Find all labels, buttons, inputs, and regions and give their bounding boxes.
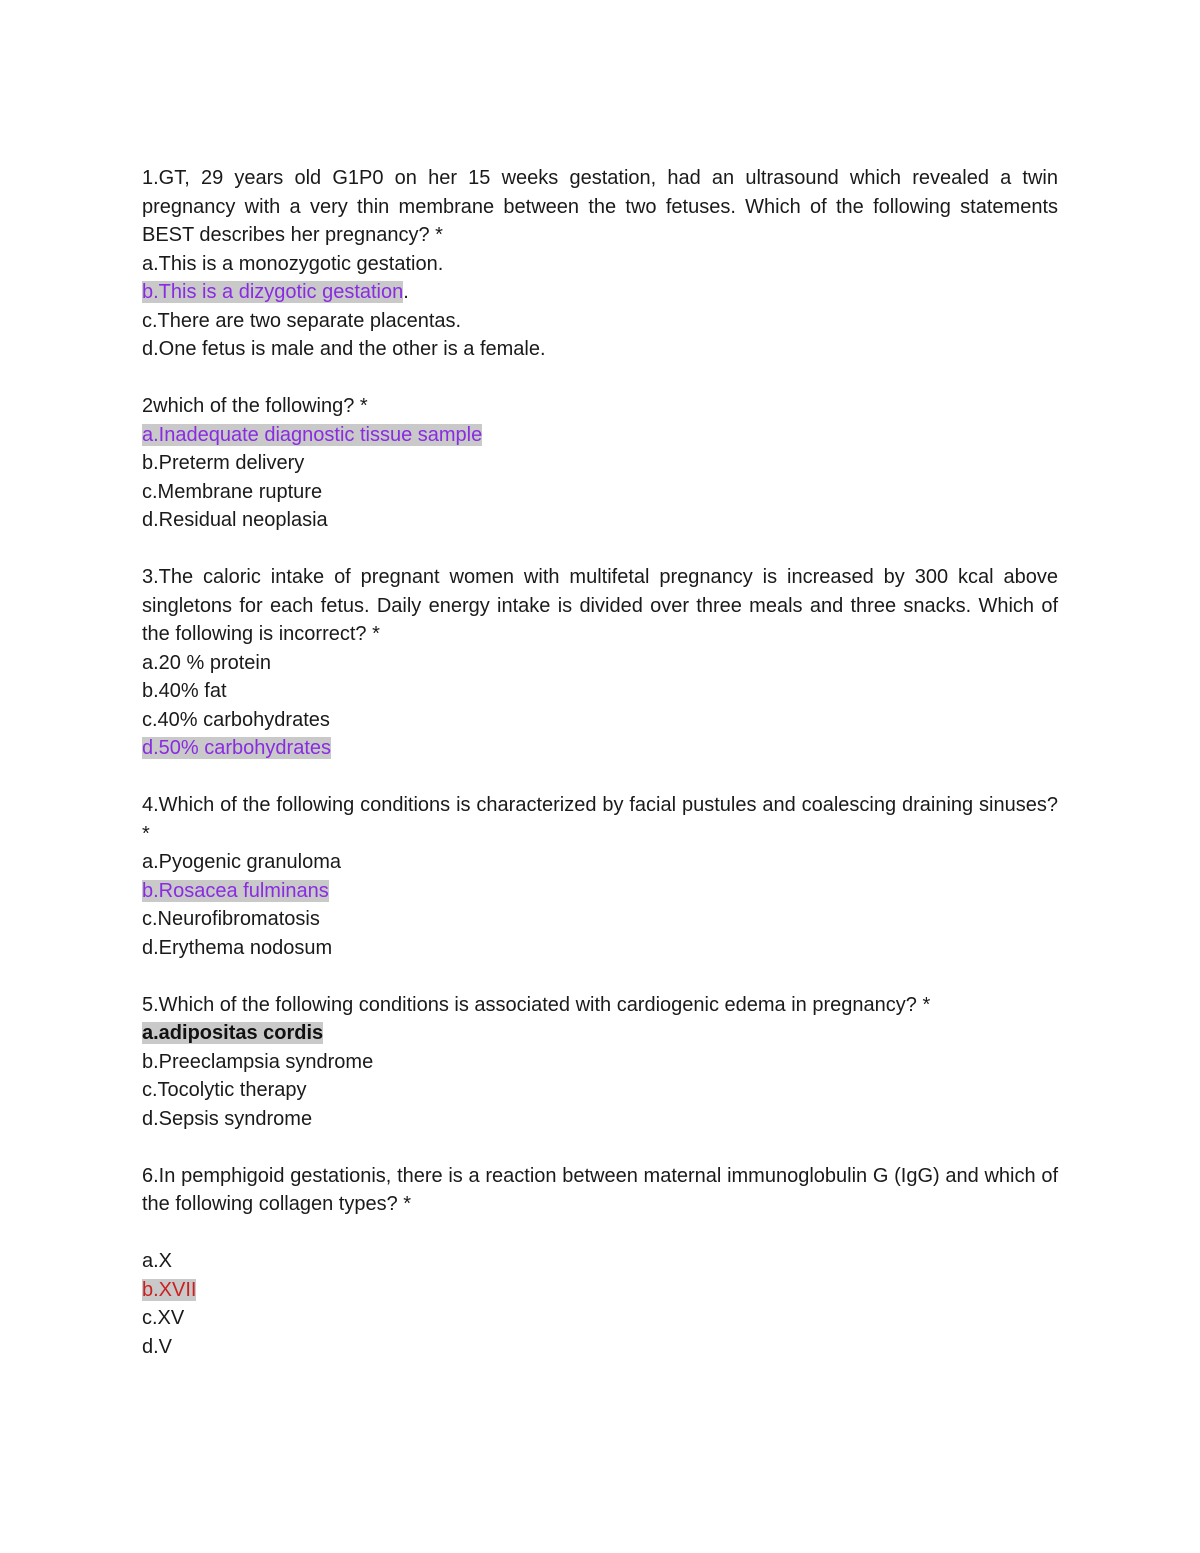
question-text: 6.In pemphigoid gestationis, there is a reaction between maternal immunoglobulin G (IgG) and which of the following collagen types? *	[142, 1164, 1058, 1215]
option-a	[142, 1019, 1058, 1048]
option-a: a.Pyogenic granuloma	[142, 851, 342, 873]
option-b	[142, 877, 1058, 906]
blank-line	[142, 1219, 1058, 1248]
option-a	[142, 421, 1058, 450]
question-text: 4.Which of the following conditions is characterized by facial pustules and coalescing draining sinuses? *	[142, 794, 1058, 845]
option-a: a.20 % protein	[142, 651, 271, 674]
option-b	[142, 1276, 1058, 1305]
question-text: 5.Which of the following conditions is associated with cardiogenic edema in pregnancy? *	[142, 993, 931, 1016]
option-a: a.X	[142, 1250, 173, 1272]
question-1	[142, 164, 1058, 364]
option-b: b.Preterm delivery	[142, 452, 305, 474]
highlighted-answer: d.50% carbohydrates	[142, 737, 332, 759]
highlighted-answer: a.adipositas cordis	[142, 1022, 324, 1044]
question-text: 3.The caloric intake of pregnant women with multifetal pregnancy is increased by 300 kcal above singletons for each fetus. Daily energy intake is divided over three meals and three snacks. Which of the following is incorrect? *	[142, 566, 1058, 645]
option-d: d.V	[142, 1335, 173, 1358]
option-c: c.There are two separate placentas.	[142, 309, 462, 332]
option-a: a.This is a monozygotic gestation.	[142, 252, 444, 275]
question-3	[142, 563, 1058, 763]
option-c: c.Tocolytic therapy	[142, 1079, 307, 1101]
option-d: d.Erythema nodosum	[142, 936, 333, 959]
highlighted-answer: a.Inadequate diagnostic tissue sample	[142, 423, 483, 446]
question-text: 1.GT, 29 years old G1P0 on her 15 weeks gestation, had an ultrasound which revealed a twin pregnancy with a very thin membrane between the two fetuses. Which of the following statements BEST describes her pregnancy? *	[142, 167, 1058, 246]
question-2	[142, 392, 1058, 535]
highlighted-answer: b.Rosacea fulminans	[142, 879, 329, 902]
option-d: d.Sepsis syndrome	[142, 1107, 313, 1130]
option-c: c.Membrane rupture	[142, 480, 323, 503]
option-d: d.Residual neoplasia	[142, 509, 328, 531]
question-4	[142, 791, 1058, 962]
option-d: d.One fetus is male and the other is a female.	[142, 338, 546, 360]
option-b: b.Preeclampsia syndrome	[142, 1050, 374, 1073]
document-page	[142, 164, 1058, 1361]
option-c: c.Neurofibromatosis	[142, 908, 320, 930]
highlighted-answer: b.XVII	[142, 1278, 197, 1301]
question-text: 2which of the following? *	[142, 395, 368, 417]
option-b-period: .	[403, 281, 409, 303]
option-b: b.40% fat	[142, 680, 227, 702]
option-c: c.40% carbohydrates	[142, 708, 330, 731]
question-6	[142, 1162, 1058, 1362]
option-d	[142, 734, 1058, 763]
option-b	[142, 278, 1058, 307]
question-5	[142, 991, 1058, 1134]
option-c: c.XV	[142, 1307, 185, 1329]
highlighted-answer: b.This is a dizygotic gestation	[142, 281, 404, 303]
